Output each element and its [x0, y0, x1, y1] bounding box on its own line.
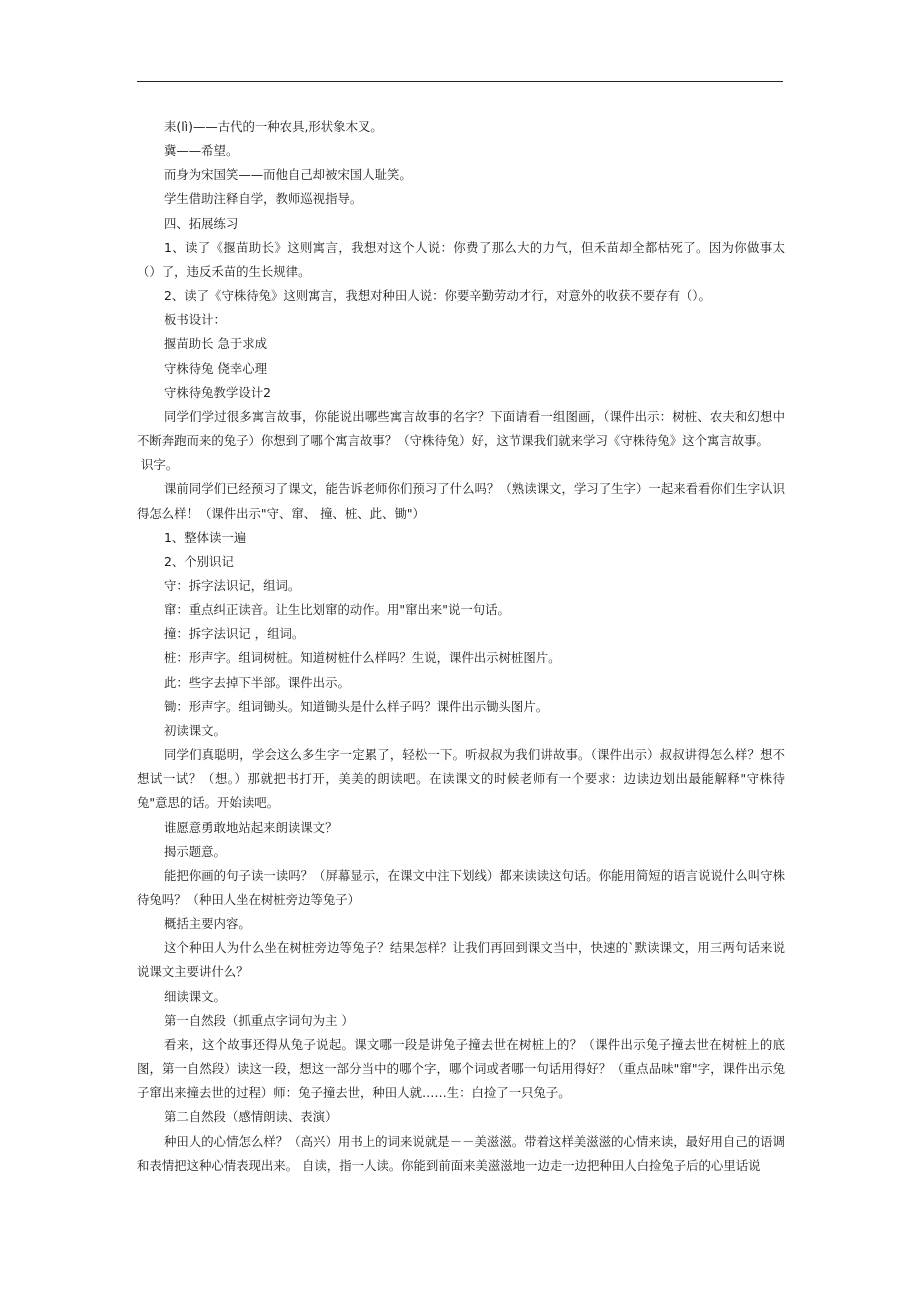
paragraph: 锄：形声字。组词锄头。知道锄头是什么样子吗？课件出示锄头图片。 [164, 698, 549, 714]
paragraph: 2、读了《守株待兔》这则寓言，我想对种田人说：你要辛勤劳动才行，对意外的收获不要存有（）。 [164, 288, 711, 304]
paragraph: 1、整体读一遍 [164, 529, 247, 545]
paragraph: 守株待兔 侥幸心理 [164, 360, 268, 376]
paragraph: 而身为宋国笑——而他自己却被宋国人耻笑。 [164, 167, 412, 183]
paragraph: 初读课文。 [164, 722, 226, 738]
paragraph: 1、读了《揠苗助长》这则寓言，我想对这个人说：你费了那么大的力气，但禾苗却全都枯死了。因为你做事太（）了，违反禾苗的生长规律。 [137, 239, 785, 279]
paragraph: 揭示题意。 [164, 843, 226, 859]
paragraph: 此：些字去掉下半部。课件出示。 [164, 674, 350, 690]
paragraph: 第一自然段（抓重点字词句为主 ） [164, 1012, 354, 1028]
paragraph: 揠苗助长 急于求成 [164, 336, 268, 352]
paragraph: 第二自然段（感情朗读、表演） [164, 1109, 338, 1125]
paragraph: 这个种田人为什么坐在树桩旁边等兔子？结果怎样？让我们再回到课文当中，快速的`默读课文，用三两句话来说说课文主要讲什么？ [137, 940, 785, 980]
paragraph: 板书设计： [164, 312, 226, 328]
paragraph: 窜：重点纠正读音。让生比划窜的动作。用"窜出来"说一句话。 [164, 602, 510, 618]
paragraph: 学生借助注释自学，教师巡视指导。 [164, 191, 363, 207]
paragraph: 同学们学过很多寓言故事，你能说出哪些寓言故事的名字？下面请看一组图画，（课件出示：树桩、农夫和幻想中不断奔跑而来的兔子）你想到了哪个寓言故事？（守株待兔）好，这节课我们就来学习《守株待兔》这个寓言故事。 [137, 408, 785, 449]
paragraph: 谁愿意勇敢地站起来朗读课文？ [164, 819, 338, 835]
document-body [137, 115, 785, 1178]
paragraph: 四、拓展练习 [164, 215, 239, 231]
paragraph: 识字。 [141, 457, 179, 473]
paragraph: 撞：拆字法识记 ，组词。 [164, 626, 305, 642]
paragraph: 2、个别识记 [164, 553, 234, 569]
paragraph: 守株待兔教学设计2 [164, 384, 272, 400]
header-rule [137, 81, 783, 82]
paragraph: 概括主要内容。 [164, 916, 251, 932]
paragraph: 课前同学们已经预习了课文，能告诉老师你们预习了什么吗？（熟读课文，学习了生字）一起来看看你们生字认识得怎么样！（课件出示"守、窜、 撞、桩、此、锄"） [137, 481, 785, 521]
paragraph: 能把你画的句子读一读吗？（屏幕显示，在课文中注下划线）都来读读这句话。你能用简短的语言说说什么叫守株待兔吗？（种田人坐在树桩旁边等兔子） [137, 867, 785, 907]
paragraph: 守：拆字法识记，组词。 [164, 577, 301, 593]
paragraph: 同学们真聪明，学会这么多生字一定累了，轻松一下。听叔叔为我们讲故事。（课件出示）叔叔讲得怎么样？想不想试一试？（想。）那就把书打开，美美的朗读吧。在读课文的时候老师有一个要求：边读边划出最能解释"守株待兔"意思的话。开始读吧。 [137, 747, 785, 811]
paragraph: 桩：形声字。组词树桩。知道树桩什么样吗？生说，课件出示树桩图片。 [164, 650, 561, 666]
paragraph: 冀——希望。 [164, 143, 239, 159]
paragraph: 看来，这个故事还得从兔子说起。课文哪一段是讲兔子撞去世在树桩上的？（课件出示兔子撞去世在树桩上的底图，第一自然段）读这一段，想这一部分当中的哪个字，哪个词或者哪一句话用得好？（重点品味"窜"字，课件出示兔子窜出来撞去世的过程）师：兔子撞去世，种田人就……生：白捡了一只兔子。 [137, 1036, 785, 1101]
paragraph: 种田人的心情怎么样？（高兴）用书上的词来说就是－－美滋滋。带着这样美滋滋的心情来读，最好用自己的语调和表情把这种心情表现出来。 自读，指一人读。你能到前面来美滋滋地一边走一边把种田人白捡兔子后的心里话说 [137, 1133, 785, 1173]
paragraph: 细读课文。 [164, 988, 226, 1004]
paragraph: 耒(lì)——古代的一种农具,形状象木叉。 [164, 119, 383, 134]
